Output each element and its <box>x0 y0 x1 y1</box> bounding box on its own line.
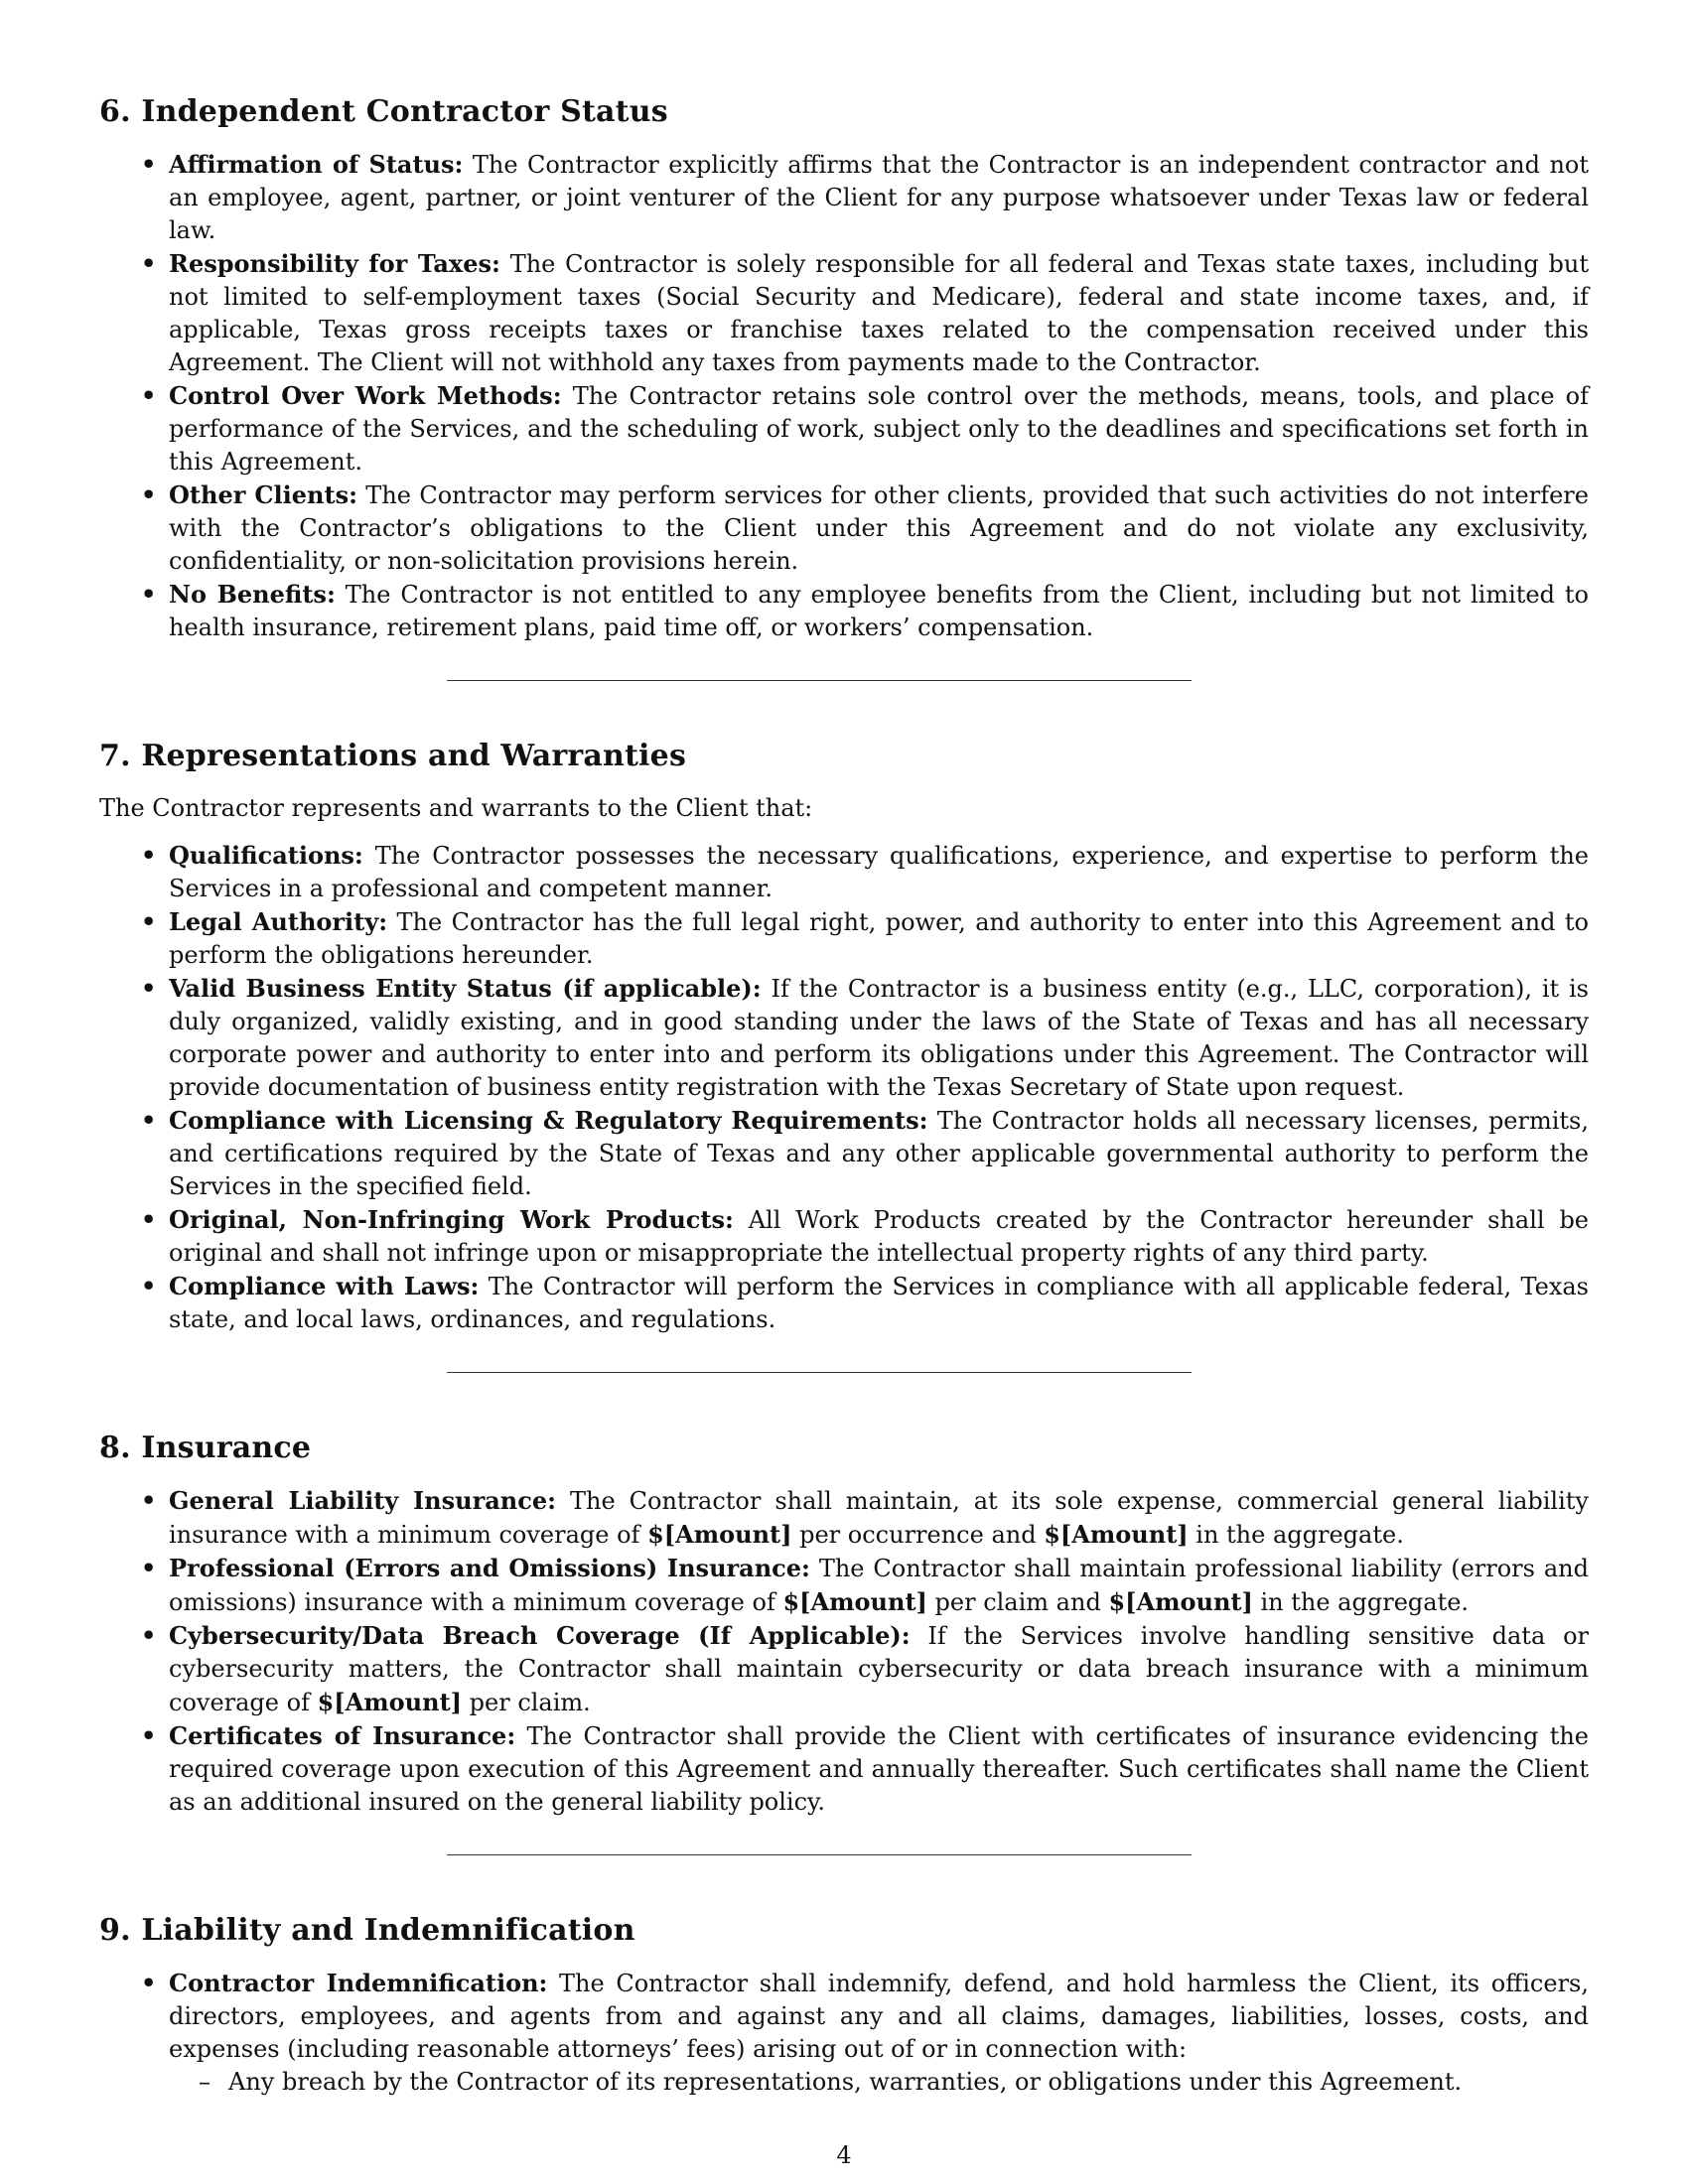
page-number: 4 <box>836 2141 852 2169</box>
bullet-icon: • <box>141 1486 157 1515</box>
sub-list-item <box>169 2066 1589 2099</box>
section-title: 6. Independent Contractor Status <box>99 94 668 129</box>
amount-placeholder: $[Amount] <box>782 1587 927 1616</box>
section-7 <box>99 739 1589 1336</box>
section-title: 7. Representations and Warranties <box>99 739 687 773</box>
item-text: If the Services involve handling sensitive data or cybersecurity matters, the Contractor shall maintain cybersecurity or data breach insurance with a minimum coverage of <box>169 1622 1589 1716</box>
item-text: The Contractor holds all necessary licenses, permits, and certifications required by the State of Texas and any other applicable governmental authority to perform the Services in the specified field. <box>169 1107 1590 1200</box>
section-title: 9. Liability and Indemnification <box>99 1913 635 1948</box>
section-divider <box>447 1854 1192 1855</box>
sub-list <box>169 2066 1589 2099</box>
bullet-list <box>99 839 1589 1336</box>
list-item <box>99 478 1589 578</box>
amount-placeholder: $[Amount] <box>1108 1587 1253 1616</box>
item-text: The Contractor possesses the necessary qualifications, experience, and expertise to perform the Services in a professional and competent manner. <box>169 842 1589 902</box>
list-item <box>99 905 1589 972</box>
list-item <box>99 379 1589 478</box>
section-9 <box>99 1913 1589 2099</box>
item-label: Valid Business Entity Status (if applicable): <box>169 974 762 1003</box>
bullet-icon: • <box>141 1969 157 1997</box>
list-item <box>99 1104 1589 1203</box>
item-label: Affirmation of Status: <box>169 150 464 179</box>
bullet-icon: • <box>141 1621 157 1650</box>
bullet-icon: • <box>141 150 157 179</box>
amount-placeholder: $[Amount] <box>647 1520 792 1549</box>
item-text: in the aggregate. <box>1252 1588 1470 1616</box>
item-text: If the Contractor is a business entity (e.g., LLC, corporation), it is duly organized, validly existing, and in good standing under the laws of the State of Texas and has all necessary corporate power and authority to enter into and perform its obligations under this Agreement. The Contractor will provide documentation of business entity registration with the Texas Secretary of State upon request. <box>169 975 1589 1101</box>
item-label: Qualifications: <box>169 841 363 870</box>
item-text: per occurrence and <box>791 1521 1045 1549</box>
document-page <box>99 94 1589 2099</box>
section-8 <box>99 1431 1589 1819</box>
item-text: The Contractor retains sole control over the methods, means, tools, and place of performance of the Services, and the scheduling of work, subject only to the deadlines and specifications set forth in this Agreement. <box>169 382 1589 476</box>
bullet-list <box>99 1484 1589 1819</box>
section-divider <box>447 1372 1192 1373</box>
item-label: Contractor Indemnification: <box>169 1969 548 1997</box>
item-label: No Benefits: <box>169 580 336 609</box>
bullet-icon: • <box>141 841 157 870</box>
bullet-icon: • <box>141 580 157 609</box>
section-title: 8. Insurance <box>99 1431 312 1465</box>
list-item <box>99 1719 1589 1819</box>
bullet-icon: • <box>141 480 157 509</box>
item-label: Original, Non-Infringing Work Products: <box>169 1205 734 1234</box>
sub-item-text: Any breach by the Contractor of its representations, warranties, or obligations under this Agreement. <box>228 2068 1463 2096</box>
item-label: Cybersecurity/Data Breach Coverage (If Applicable): <box>169 1621 911 1650</box>
bullet-icon: • <box>141 1106 157 1135</box>
list-item <box>99 1619 1589 1719</box>
item-label: Legal Authority: <box>169 907 388 936</box>
item-label: Professional (Errors and Omissions) Insurance: <box>169 1554 810 1582</box>
list-item <box>99 1967 1589 2099</box>
item-label: Compliance with Laws: <box>169 1272 480 1300</box>
dash-icon: – <box>199 2068 211 2096</box>
bullet-icon: • <box>141 974 157 1003</box>
item-label: Compliance with Licensing & Regulatory Requirements: <box>169 1106 928 1135</box>
item-label: Certificates of Insurance: <box>169 1721 516 1750</box>
item-text: in the aggregate. <box>1188 1521 1404 1549</box>
list-item <box>99 1203 1589 1270</box>
bullet-icon: • <box>141 249 157 278</box>
item-text: The Contractor may perform services for other clients, provided that such activities do not interfere with the Contractor’s obligations to the Client under this Agreement and do not violate any exclusivity, confidentiality, or non-solicitation provisions herein. <box>169 481 1589 575</box>
item-label: General Liability Insurance: <box>169 1486 556 1515</box>
bullet-icon: • <box>141 1721 157 1750</box>
amount-placeholder: $[Amount] <box>1044 1520 1189 1549</box>
item-text: The Contractor shall indemnify, defend, and hold harmless the Client, its officers, directors, employees, and agents from and against any and all claims, damages, liabilities, losses, costs, and expenses (including reasonable attorneys’ fees) arising out of or in connection with: <box>169 1970 1589 2063</box>
bullet-icon: • <box>141 1554 157 1582</box>
bullet-icon: • <box>141 381 157 410</box>
item-label: Responsibility for Taxes: <box>169 249 500 278</box>
list-item <box>99 972 1589 1104</box>
item-text: The Contractor is solely responsible for all federal and Texas state taxes, including but not limited to self-employment taxes (Social Security and Medicare), federal and state income taxes, and, if applicable, Texas gross receipts taxes or franchise taxes related to the compensation received under this Agreement. The Client will not withhold any taxes from payments made to the Contractor. <box>169 250 1589 376</box>
list-item <box>99 839 1589 905</box>
section-6 <box>99 94 1589 644</box>
item-label: Other Clients: <box>169 480 357 509</box>
item-text: The Contractor is not entitled to any employee benefits from the Client, including but not limited to health insurance, retirement plans, paid time off, or workers’ compensation. <box>169 581 1590 641</box>
item-text: The Contractor shall maintain, at its sole expense, commercial general liability insurance with a minimum coverage of <box>169 1487 1589 1549</box>
item-text: per claim and <box>926 1588 1109 1616</box>
list-item <box>99 247 1589 379</box>
section-divider <box>447 680 1192 681</box>
list-item <box>99 1552 1589 1619</box>
item-text: The Contractor shall provide the Client with certificates of insurance evidencing the required coverage upon execution of this Agreement and annually thereafter. Such certificates shall name the Client as an additional insured on the general liability policy. <box>169 1722 1590 1816</box>
item-text: All Work Products created by the Contractor hereunder shall be original and shall not infringe upon or misappropriate the intellectual property rights of any third party. <box>169 1206 1590 1267</box>
list-item <box>99 1270 1589 1336</box>
list-item <box>99 578 1589 644</box>
section-intro: The Contractor represents and warrants to the Client that: <box>99 794 813 822</box>
bullet-icon: • <box>141 1272 157 1300</box>
list-item <box>99 1484 1589 1552</box>
item-text: The Contractor will perform the Services in compliance with all applicable federal, Texas state, and local laws, ordinances, and regulations. <box>169 1273 1589 1333</box>
item-text: The Contractor explicitly affirms that the Contractor is an independent contractor and not an employee, agent, partner, or joint venturer of the Client for any purpose whatsoever under Texas law or federal law. <box>169 151 1589 244</box>
bullet-list <box>99 1967 1589 2099</box>
bullet-icon: • <box>141 1205 157 1234</box>
item-text: per claim. <box>462 1689 591 1716</box>
item-text: The Contractor shall maintain professional liability (errors and omissions) insurance with a minimum coverage of <box>169 1555 1589 1616</box>
bullet-icon: • <box>141 907 157 936</box>
item-text: The Contractor has the full legal right, power, and authority to enter into this Agreement and to perform the obligations hereunder. <box>169 908 1590 969</box>
amount-placeholder: $[Amount] <box>317 1688 463 1716</box>
item-label: Control Over Work Methods: <box>169 381 562 410</box>
list-item <box>99 148 1589 247</box>
bullet-list <box>99 148 1589 644</box>
